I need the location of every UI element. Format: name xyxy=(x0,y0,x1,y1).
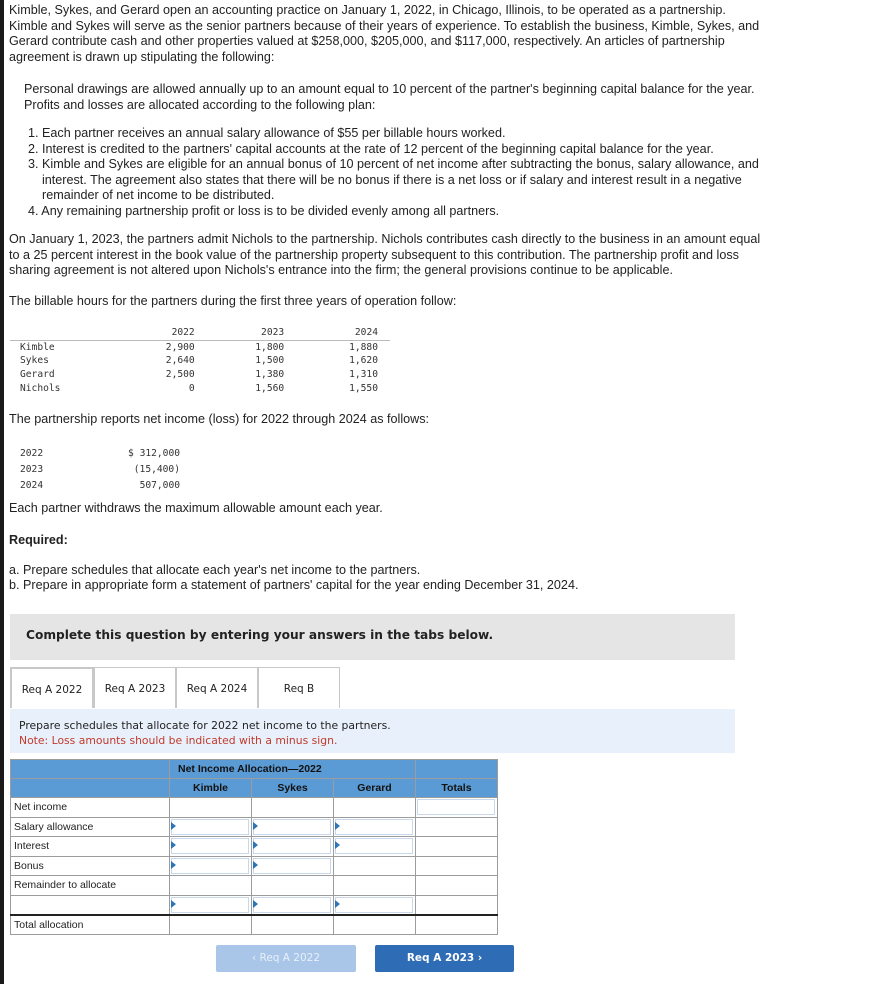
list-item: 2. Interest is credited to the partners' capital accounts at the rate of 12 percent of the beginning capital balance for the year. xyxy=(28,141,714,156)
row-label-net-income: Net income xyxy=(11,798,170,818)
table-row: Gerard 2,500 1,380 1,310 xyxy=(20,369,378,381)
list-item: 4. Any remaining partnership profit or loss is to be divided evenly among all partners. xyxy=(28,203,500,218)
note-text: Note: Loss amounts should be indicated with a minus sign. xyxy=(19,734,338,747)
salary-sykes-input[interactable] xyxy=(253,819,331,835)
left-border xyxy=(0,0,4,984)
interest-gerard-input[interactable] xyxy=(335,838,413,854)
net-income-total-input[interactable] xyxy=(416,798,498,818)
allocation-title: Net Income Allocation—2022 xyxy=(170,760,416,779)
required-heading: Required: xyxy=(9,533,68,547)
table-row xyxy=(11,817,498,837)
instructions-banner: Complete this question by entering your answers in the tabs below. xyxy=(10,614,735,660)
requirement-a: a. Prepare schedules that allocate each year's net income to the partners. xyxy=(9,563,421,577)
table-row xyxy=(11,876,498,896)
prev-req-a-2022-button[interactable]: ‹ Req A 2022 xyxy=(216,945,356,972)
table-row xyxy=(11,915,498,935)
table-row: Nichols 0 1,560 1,550 xyxy=(20,382,378,394)
withdraw-text: Each partner withdraws the maximum allowable amount each year. xyxy=(9,501,383,515)
salary-gerard-input[interactable] xyxy=(335,819,413,835)
interest-kimble-input[interactable] xyxy=(171,838,249,854)
table-row xyxy=(11,895,498,915)
tab-req-a-2022[interactable]: Req A 2022 xyxy=(10,667,94,708)
plan-list: 1. Each partner receives an annual salary allowance of $55 per billable hours worked. 2. Interest is credited to the partners' capital accounts at the rate of 12 percent of the beginning capital balance for the year. 3. Kimble and Sykes are eligible for an annual bonus of 10 percent of net income after subtracting the bonus, salary allowance, and interest. The agreement also states that there will be no bonus if there is a net loss or if salary and interest result in a negative remainder of net income to be distributed. 4. Any remaining partnership profit or loss is to be divided evenly among all partners. xyxy=(28,126,759,218)
net-income-table xyxy=(10,446,181,493)
salary-kimble-input[interactable] xyxy=(171,819,249,835)
tab-req-b[interactable]: Req B xyxy=(258,667,340,708)
table-row xyxy=(11,837,498,857)
list-item: 1. Each partner receives an annual salary allowance of $55 per billable hours worked. xyxy=(28,126,506,140)
net-income-allocation-table xyxy=(10,759,498,935)
intro-paragraph-3: On January 1, 2023, the partners admit Nichols to the partnership. Nichols contributes cash directly to the business in an amount equal to a 25 percent interest in the book value of the partnership property subsequent to this contribution. The partnership profit and loss sharing agreement is not altered upon Nichols's entrance into the firm; the general provisions continue to be applicable. xyxy=(9,232,761,277)
next-req-a-2023-button[interactable]: Req A 2023 › xyxy=(375,945,514,972)
row-label-total-allocation: Total allocation xyxy=(11,915,170,935)
table-row: 2024 507,000 xyxy=(20,479,180,491)
remainder-sykes-input[interactable] xyxy=(253,897,331,913)
income-intro: The partnership reports net income (loss) for 2022 through 2024 as follows: xyxy=(9,412,430,426)
intro-paragraph-1: Kimble, Sykes, and Gerard open an accounting practice on January 1, 2022, in Chicago, Illinois, to be operated as a partnership. Kimble and Sykes will serve as the senior partners because of their years of experience. To establish the business, Kimble, Sykes, and Gerard contribute cash and other properties valued at $258,000, $205,000, and $117,000, respectively. An articles of partnership agreement is drawn up stipulating the following: xyxy=(9,3,760,64)
bonus-kimble-input[interactable] xyxy=(171,858,249,874)
task-instruction-box xyxy=(10,709,735,753)
column-header-gerard: Gerard xyxy=(334,779,416,798)
intro-paragraph-2: Personal drawings are allowed annually up to an amount equal to 10 percent of the partner's beginning capital balance for the year. Profits and losses are allocated according to the following plan: xyxy=(24,82,755,112)
row-label-interest: Interest xyxy=(11,837,170,857)
table-row xyxy=(11,798,498,818)
column-header-sykes: Sykes xyxy=(252,779,334,798)
remainder-gerard-input[interactable] xyxy=(335,897,413,913)
table-row: Sykes 2,640 1,500 1,620 xyxy=(20,355,378,367)
interest-sykes-input[interactable] xyxy=(253,838,331,854)
table-row: 2023 (15,400) xyxy=(20,464,180,476)
row-label-salary: Salary allowance xyxy=(11,817,170,837)
row-label-remainder: Remainder to allocate xyxy=(11,876,170,896)
remainder-kimble-input[interactable] xyxy=(171,897,249,913)
bonus-sykes-input[interactable] xyxy=(253,858,331,874)
tab-req-a-2024[interactable]: Req A 2024 xyxy=(176,667,258,708)
billable-hours-table: 2022 2023 2024 Kimble 2,900 1,800 1,880 Sykes 2,640 1,500 1,620 Gerard 2,500 1,380 1,310 Nichols 0 1,560 1,550 xyxy=(10,326,390,396)
row-label-bonus: Bonus xyxy=(11,856,170,876)
net-income-total-field[interactable] xyxy=(417,799,495,815)
table-row: 2022 $ 312,000 xyxy=(20,448,180,460)
instruction-text: Prepare schedules that allocate for 2022 net income to the partners. xyxy=(19,719,391,732)
list-item: 3. Kimble and Sykes are eligible for an annual bonus of 10 percent of net income after subtracting the bonus, salary allowance, and xyxy=(28,157,759,171)
table-row xyxy=(11,856,498,876)
hours-intro: The billable hours for the partners during the first three years of operation follow: xyxy=(9,294,457,308)
column-header-kimble: Kimble xyxy=(170,779,252,798)
table-row: Kimble 2,900 1,800 1,880 xyxy=(20,341,378,353)
tab-req-a-2023[interactable]: Req A 2023 xyxy=(94,667,176,708)
column-header-totals: Totals xyxy=(416,779,498,798)
requirement-b: b. Prepare in appropriate form a statement of partners' capital for the year ending December 31, 2024. xyxy=(9,578,579,592)
